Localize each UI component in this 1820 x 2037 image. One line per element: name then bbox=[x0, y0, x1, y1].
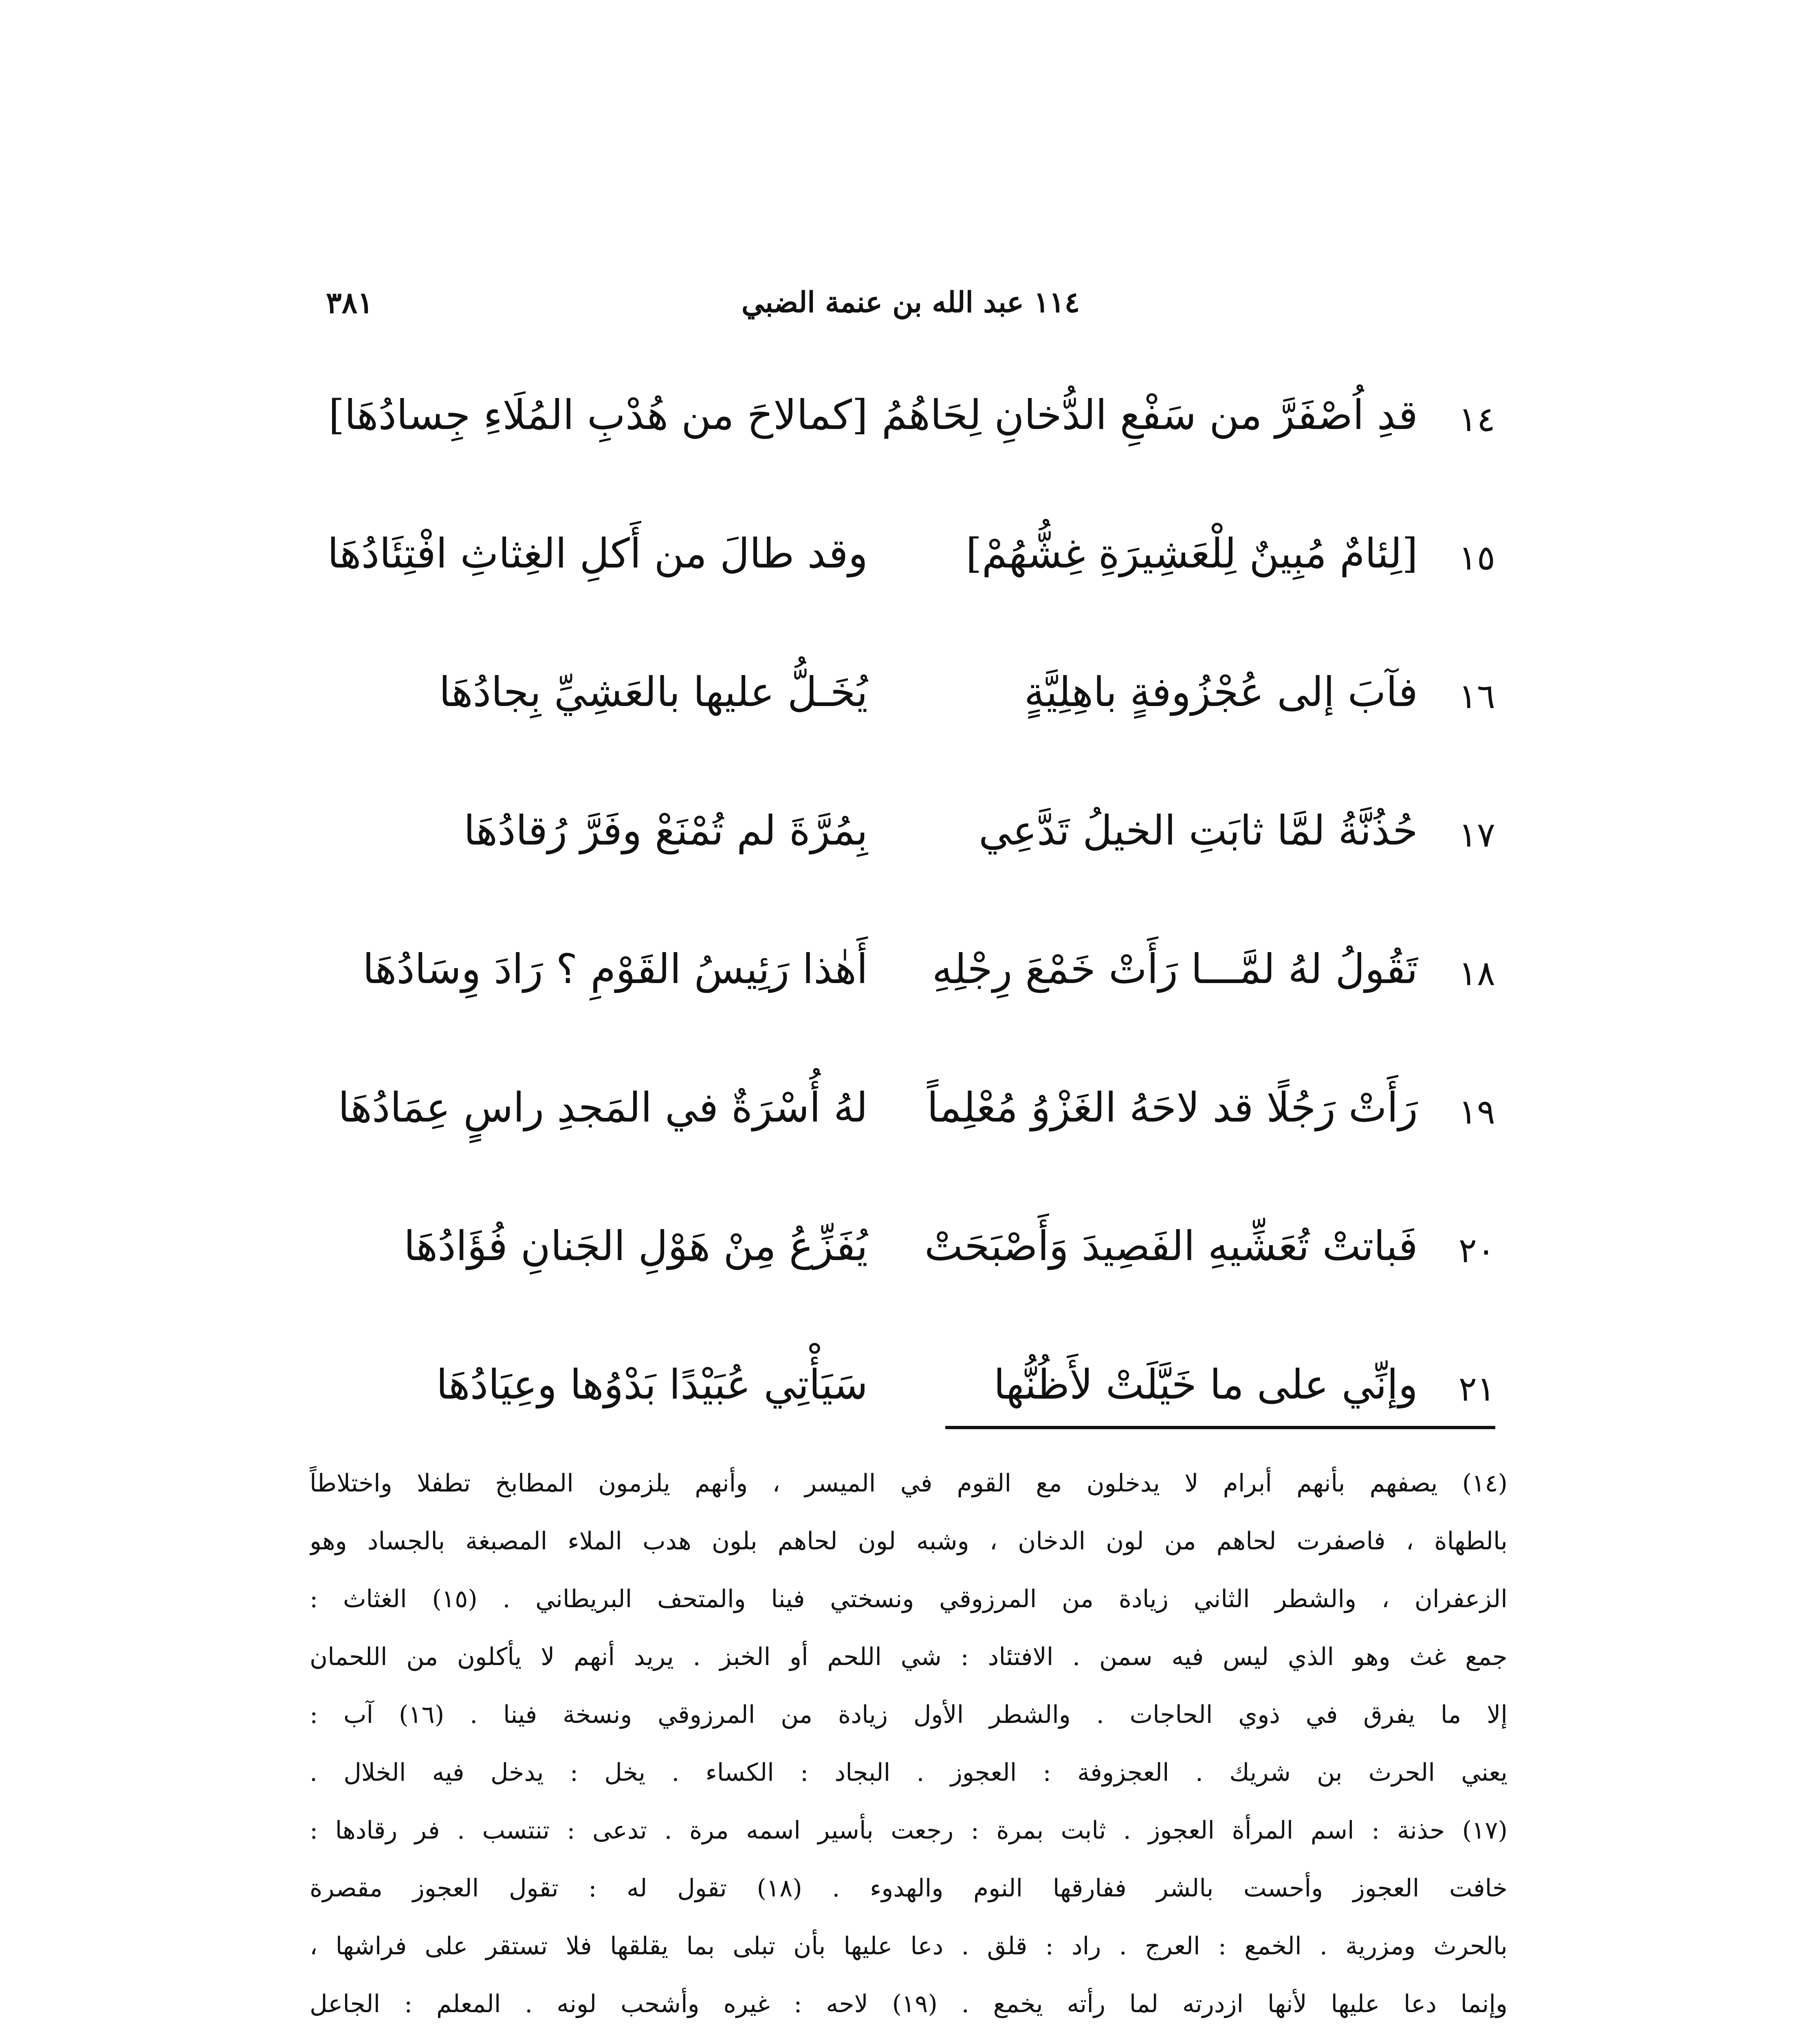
footnote-line: بالحرث ومزرية . الخمع : العرج . راد : قلق . دعا عليها بأن تبلى بما يقلقها فلا تستقر على فراشها ، bbox=[310, 1932, 1507, 1960]
verse-first-hemistich: فَباتتْ تُعَشِّيهِ الفَصِيدَ وَأَصْبَحَتْ bbox=[924, 1222, 1418, 1270]
verse-number: ١٧ bbox=[1458, 815, 1495, 855]
footnote-line: (١٤) يصفهم بأنهم أبرام لا يدخلون مع القوم في الميسر ، وأنهم يلزمون المطابخ تطفلا واختلاطاً bbox=[310, 1469, 1507, 1498]
verse-first-hemistich: رَأَتْ رَجُلًا قد لاحَهُ الغَزْوُ مُعْلِماً bbox=[927, 1084, 1418, 1131]
verse-number: ١٤ bbox=[1458, 399, 1495, 439]
verse-first-hemistich: [لِئامٌ مُبِينٌ لِلْعَشِيرَةِ غِشُّهُمْ] bbox=[966, 530, 1418, 577]
footnote-separator bbox=[945, 1426, 1495, 1429]
verse-second-hemistich: بِمُرَّةَ لم تُمْنَعْ وفَرَّ رُقادُهَا bbox=[464, 807, 868, 854]
verse-number: ١٨ bbox=[1458, 953, 1495, 993]
verse-line bbox=[327, 521, 1495, 660]
verse-second-hemistich: سَيَأْتِي عُبَيْدًا بَدْوُها وعِيَادُهَا bbox=[436, 1361, 868, 1408]
verse-first-hemistich: وإنِّي على ما خَيَّلَتْ لأَظُنُّها bbox=[993, 1361, 1418, 1408]
verse-number: ١٩ bbox=[1458, 1092, 1495, 1132]
footnote-line bbox=[310, 2033, 1507, 2037]
verse-line bbox=[359, 660, 1495, 799]
footnote-line: خافت العجوز وأحست بالشر ففارقها النوم والهدوء . (١٨) تقول له : تقول العجوز مقصرة bbox=[310, 1874, 1507, 1903]
poem-verses bbox=[327, 383, 1495, 1491]
verse-line bbox=[359, 937, 1495, 1076]
running-header bbox=[326, 285, 1495, 334]
footnote-line: وإنما دعا عليها لأنها ازدرته لما رأته يخمع . (١٩) لاحه : غيره وأشحب لونه . المعلم : الجاعل bbox=[310, 1990, 1507, 2018]
footnote-line: الزعفران ، والشطر الثاني زيادة من المرزوقي ونسختي فينا والمتحف البريطاني . (١٥) الغثاث : bbox=[310, 1585, 1507, 1613]
verse-line bbox=[359, 1214, 1495, 1353]
verse-second-hemistich: [كمالاحَ من هُدْبِ المُلَاءِ جِسادُهَا] bbox=[328, 391, 868, 439]
footnote-line: جمع غث وهو الذي ليس فيه سمن . الافتئاد : شي اللحم أو الخبز . يريد أنهم لا يأكلون من اللحمان bbox=[310, 1643, 1507, 1671]
verse-number: ٢١ bbox=[1458, 1369, 1495, 1409]
verse-number: ١٦ bbox=[1458, 676, 1495, 716]
verse-line bbox=[359, 799, 1495, 937]
verse-line bbox=[328, 383, 1495, 521]
footnotes bbox=[310, 1454, 1507, 2037]
verse-number: ١٥ bbox=[1458, 538, 1495, 578]
verse-second-hemistich: يُفَزِّعُ مِنْ هَوْلِ الجَنانِ فُؤَادُهَا bbox=[403, 1222, 868, 1270]
verse-second-hemistich: وقد طالَ من أَكلِ الغِثاثِ افْتِئَادُهَا bbox=[327, 530, 868, 577]
footnote-line: (١٧) حذنة : اسم المرأة العجوز . ثابت بمرة : رجعت بأسير اسمه مرة . تدعى : تنتسب . فر رقادها : bbox=[310, 1816, 1507, 1845]
verse-first-hemistich: فآبَ إلى عُجْزُوفةٍ باهِلِيَّةٍ bbox=[1024, 668, 1418, 716]
verse-first-hemistich: قدِ اُصْفَرَّ من سَفْعِ الدُّخانِ لِحَاهُمُ bbox=[881, 391, 1418, 439]
verse-number: ٢٠ bbox=[1458, 1230, 1495, 1270]
footnote-line: بالطهاة ، فاصفرت لحاهم من لون الدخان ، وشبه لون لحاهم بلون هدب الملاء المصبغة بالجساد وهو bbox=[310, 1527, 1507, 1555]
verse-second-hemistich: أَهٰذا رَئِيسُ القَوْمِ ؟ رَادَ وِسَادُهَا bbox=[363, 945, 868, 993]
verse-second-hemistich: لهُ أُسْرَةٌ في المَجدِ راسٍ عِمَادُهَا bbox=[338, 1084, 868, 1131]
verse-first-hemistich: تَقُولُ لهُ لمَّـــا رَأَتْ خَمْعَ رِجْلِهِ bbox=[932, 945, 1418, 993]
footnote-line: يعني الحرث بن شريك . العجزوفة : العجوز . البجاد : الكساء . يخل : يدخل فيه الخلال . bbox=[310, 1758, 1507, 1787]
verse-line bbox=[338, 1076, 1495, 1214]
footnote-line: إلا ما يفرق في ذوي الحاجات . والشطر الأول زيادة من المرزوقي ونسخة فينا . (١٦) آب : bbox=[310, 1700, 1507, 1729]
running-title: ١١٤ عبد الله بن عنمة الضبي bbox=[741, 285, 1080, 319]
verse-second-hemistich: يُخَـلُّ عليها بالعَشِيِّ بِجادُهَا bbox=[439, 668, 868, 716]
page-number: ٣٨١ bbox=[326, 285, 374, 320]
verse-first-hemistich: حُذُنَّةُ لمَّا ثابَتِ الخيلُ تَدَّعِي bbox=[978, 807, 1418, 854]
